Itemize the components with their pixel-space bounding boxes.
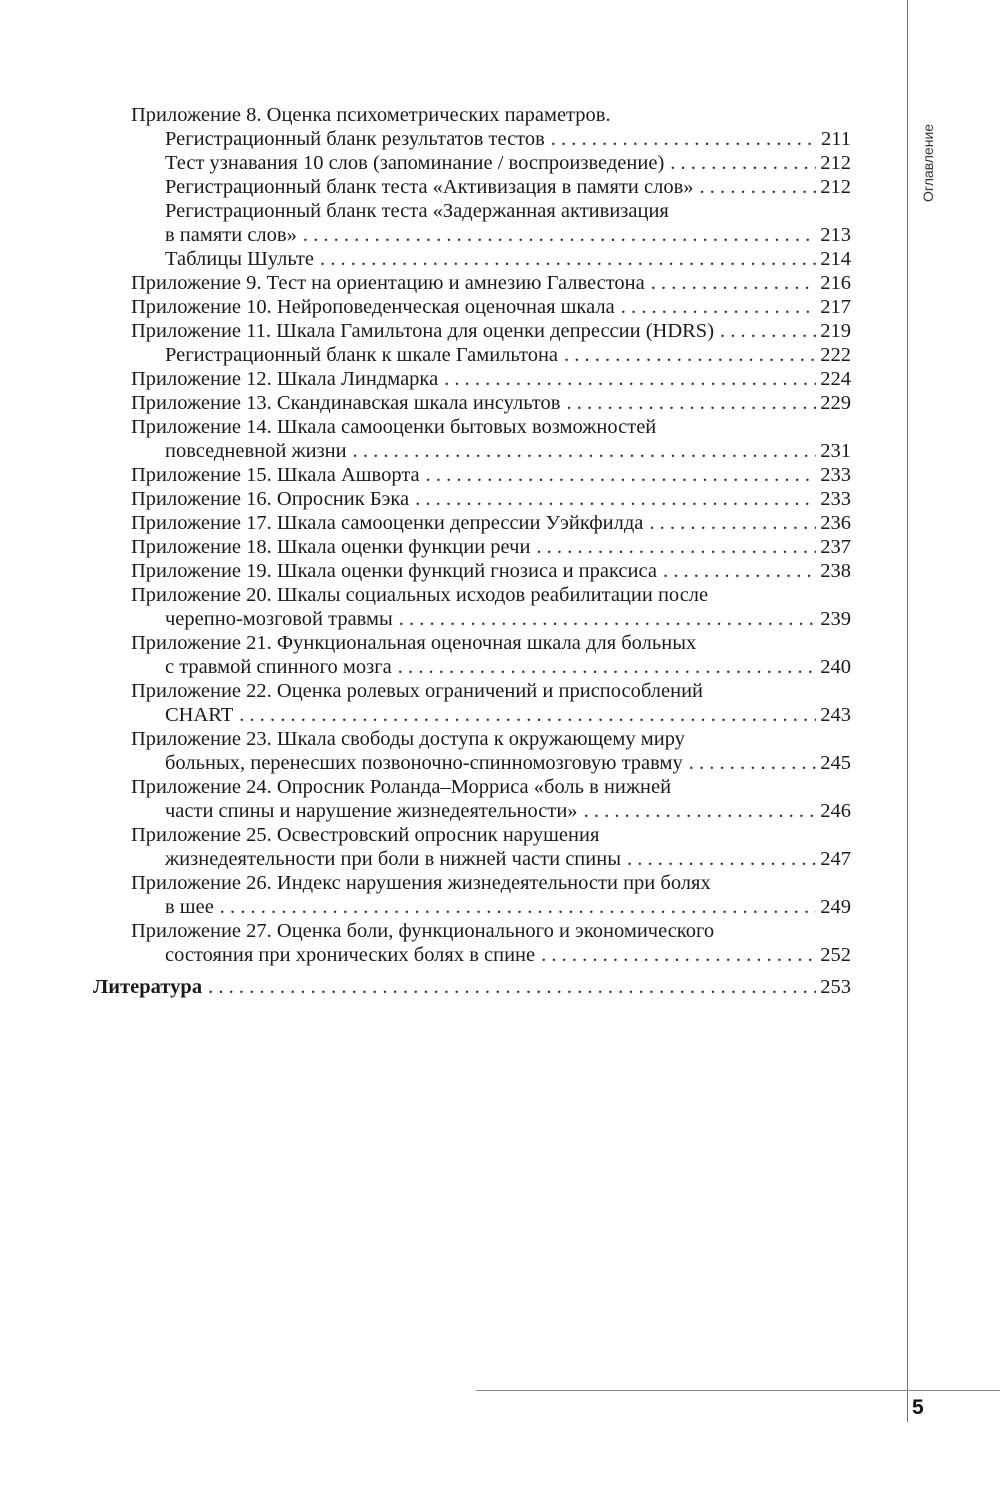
toc-entry-title: Приложение 16. Опросник Бэка [131,488,410,510]
toc-entry-title: Приложение 23. Шкала свободы доступа к окружающему миру [131,728,685,750]
toc-entry[interactable] [0,103,1000,127]
toc-entry-page: 211 [821,128,851,150]
toc-entry-page: 231 [820,440,851,462]
toc-leader-dots [398,655,816,679]
vertical-rule [907,0,908,1422]
toc-entry-title: Приложение 19. Шкала оценки функций гнозиса и праксиса [131,560,657,582]
toc-entry-page: 217 [820,296,851,318]
toc-leader-dots [239,703,816,727]
toc-entry-title: Литература [93,976,203,998]
toc-entry-title: Регистрационный бланк результатов тестов [165,128,545,150]
toc-entry[interactable] [0,943,851,967]
toc-entry-page: 249 [820,896,851,918]
toc-entry[interactable] [0,703,851,727]
toc-leader-dots [689,751,817,775]
toc-entry-page: 240 [820,656,851,678]
toc-entry-title: Регистрационный бланк теста «Задержанная активизация [165,200,669,222]
toc-entry-title: Регистрационный бланк к шкале Гамильтона [165,344,559,366]
toc-entry-page: 219 [820,320,851,342]
toc-entry[interactable] [0,223,851,247]
toc-entry-page: 233 [820,464,851,486]
toc-entry-title: Таблицы Шульте [165,248,314,270]
toc-entry-page: 233 [820,488,851,510]
toc-entry-title: Приложение 18. Шкала оценки функции речи [131,536,531,558]
toc-entry-title: с травмой спинного мозга [165,656,392,678]
toc-entry[interactable] [0,775,1000,799]
toc-entry-title: Приложение 9. Тест на ориентацию и амнезию Галвестона [131,272,645,294]
toc-entry-title: Приложение 27. Оценка боли, функционального и экономического [131,920,715,942]
toc-leader-dots [444,367,816,391]
toc-entry-title: жизнедеятельности при боли в нижней части спины [165,848,621,870]
toc-entry-page: 239 [820,608,851,630]
toc-entry-page: 212 [820,152,851,174]
toc-leader-dots [320,247,816,271]
toc-entry[interactable] [0,511,851,535]
toc-leader-dots [303,223,816,247]
toc-gap [0,967,1000,975]
footer-rule [476,1390,1000,1391]
toc-entry-title: состояния при хронических болях в спине [165,944,536,966]
toc-entry[interactable] [0,415,1000,439]
toc-entry[interactable] [0,127,851,151]
toc-entry-title: Приложение 25. Освестровский опросник нарушения [131,824,600,846]
toc-entry[interactable] [0,847,851,871]
toc-leader-dots [621,295,817,319]
toc-leader-dots [651,271,817,295]
toc-entry-page: 224 [820,368,851,390]
toc-entry-title: Тест узнавания 10 слов (запоминание / воспроизведение) [165,152,665,174]
toc-entry-page: 222 [820,344,851,366]
toc-entry-title: в памяти слов» [165,224,297,246]
toc-entry-title: Приложение 15. Шкала Ашворта [131,464,420,486]
toc-entry-title: Приложение 11. Шкала Гамильтона для оценки депрессии (HDRS) [131,320,715,342]
toc-entry[interactable] [0,487,851,511]
toc-entry-title: Приложение 26. Индекс нарушения жизнедеятельности при болях [131,872,711,894]
toc-entry-title: Приложение 17. Шкала самооценки депрессии Уэйкфилда [131,512,644,534]
toc-leader-dots [649,511,816,535]
toc-entry[interactable] [0,535,851,559]
toc-entry-page: 214 [820,248,851,270]
toc-entry-page: 247 [820,848,851,870]
toc-leader-dots [627,847,816,871]
toc-entry-page: 253 [820,976,851,998]
toc-leader-dots [353,439,817,463]
toc-entry[interactable] [0,295,851,319]
toc-leader-dots [551,127,817,151]
toc-entry-title: Приложение 14. Шкала самооценки бытовых возможностей [131,416,657,438]
toc-entry-page: 237 [820,536,851,558]
toc-leader-dots [536,535,816,559]
toc-entry-title: Приложение 24. Опросник Роланда–Морриса «боль в нижней [131,776,672,798]
toc-entry-page: 213 [820,224,851,246]
toc-entry-title: черепно-мозговой травмы [165,608,393,630]
toc-entry[interactable] [0,799,851,823]
toc-entry-page: 245 [820,752,851,774]
toc-entry-page: 216 [820,272,851,294]
toc-leader-dots [415,487,816,511]
toc-entry[interactable] [0,583,1000,607]
toc-entry-title: части спины и нарушение жизнедеятельности» [165,800,578,822]
toc-entry-page: 236 [820,512,851,534]
toc-entry[interactable] [0,343,851,367]
toc-entry[interactable] [0,919,1000,943]
toc-entry[interactable] [0,247,851,271]
toc-leader-dots [208,975,816,999]
toc-entry-title: Приложение 10. Нейроповеденческая оценочная шкала [131,296,615,318]
toc-leader-dots [399,607,816,631]
toc-leader-dots [564,343,816,367]
toc-entry-page: 238 [820,560,851,582]
toc-entry-title: Приложение 20. Шкалы социальных исходов реабилитации после [131,584,709,606]
toc-entry[interactable] [0,559,851,583]
toc-entry[interactable] [0,391,851,415]
toc-leader-dots [670,151,816,175]
toc-entry-title: Приложение 21. Функциональная оценочная шкала для больных [131,632,697,654]
toc-entry-title: в шее [165,896,214,918]
toc-leader-dots [584,799,817,823]
toc-leader-dots [566,391,816,415]
toc-entry[interactable] [0,895,851,919]
toc-entry-title: Приложение 13. Скандинавская шкала инсультов [131,392,561,414]
toc-leader-dots [220,895,816,919]
toc-entry[interactable] [0,463,851,487]
toc-entry-page: 212 [820,176,851,198]
toc-leader-dots [700,175,817,199]
toc-entry-page: 243 [820,704,851,726]
toc-entry-page: 229 [820,392,851,414]
toc-entry-title: Приложение 8. Оценка психометрических параметров. [131,104,611,126]
toc-entry[interactable] [0,631,1000,655]
toc-leader-dots [720,319,816,343]
toc-entry[interactable] [0,319,851,343]
toc-entry[interactable] [0,271,851,295]
toc-entry[interactable] [0,607,851,631]
toc-entry-page: 246 [820,800,851,822]
section-label: Оглавление [920,123,936,202]
toc-entry[interactable] [0,175,851,199]
toc-entry[interactable] [0,975,851,999]
page-number: 5 [912,1396,924,1419]
toc-entry-title: Регистрационный бланк теста «Активизация в памяти слов» [165,176,694,198]
table-of-contents [0,103,1000,999]
toc-entry[interactable] [0,199,1000,223]
toc-leader-dots [541,943,816,967]
toc-entry[interactable] [0,871,1000,895]
toc-entry[interactable] [0,367,851,391]
toc-entry[interactable] [0,727,1000,751]
toc-entry[interactable] [0,439,851,463]
toc-entry[interactable] [0,823,1000,847]
toc-entry-title: CHART [165,704,234,726]
toc-leader-dots [663,559,816,583]
toc-leader-dots [426,463,817,487]
toc-entry-title: повседневной жизни [165,440,347,462]
toc-entry-title: Приложение 22. Оценка ролевых ограничений и приспособлений [131,680,704,702]
toc-entry-page: 252 [820,944,851,966]
toc-entry[interactable] [0,679,1000,703]
toc-entry-title: больных, перенесших позвоночно-спинномозговую травму [165,752,683,774]
toc-entry[interactable] [0,151,851,175]
toc-entry[interactable] [0,655,851,679]
toc-entry[interactable] [0,751,851,775]
toc-entry-title: Приложение 12. Шкала Линдмарка [131,368,439,390]
